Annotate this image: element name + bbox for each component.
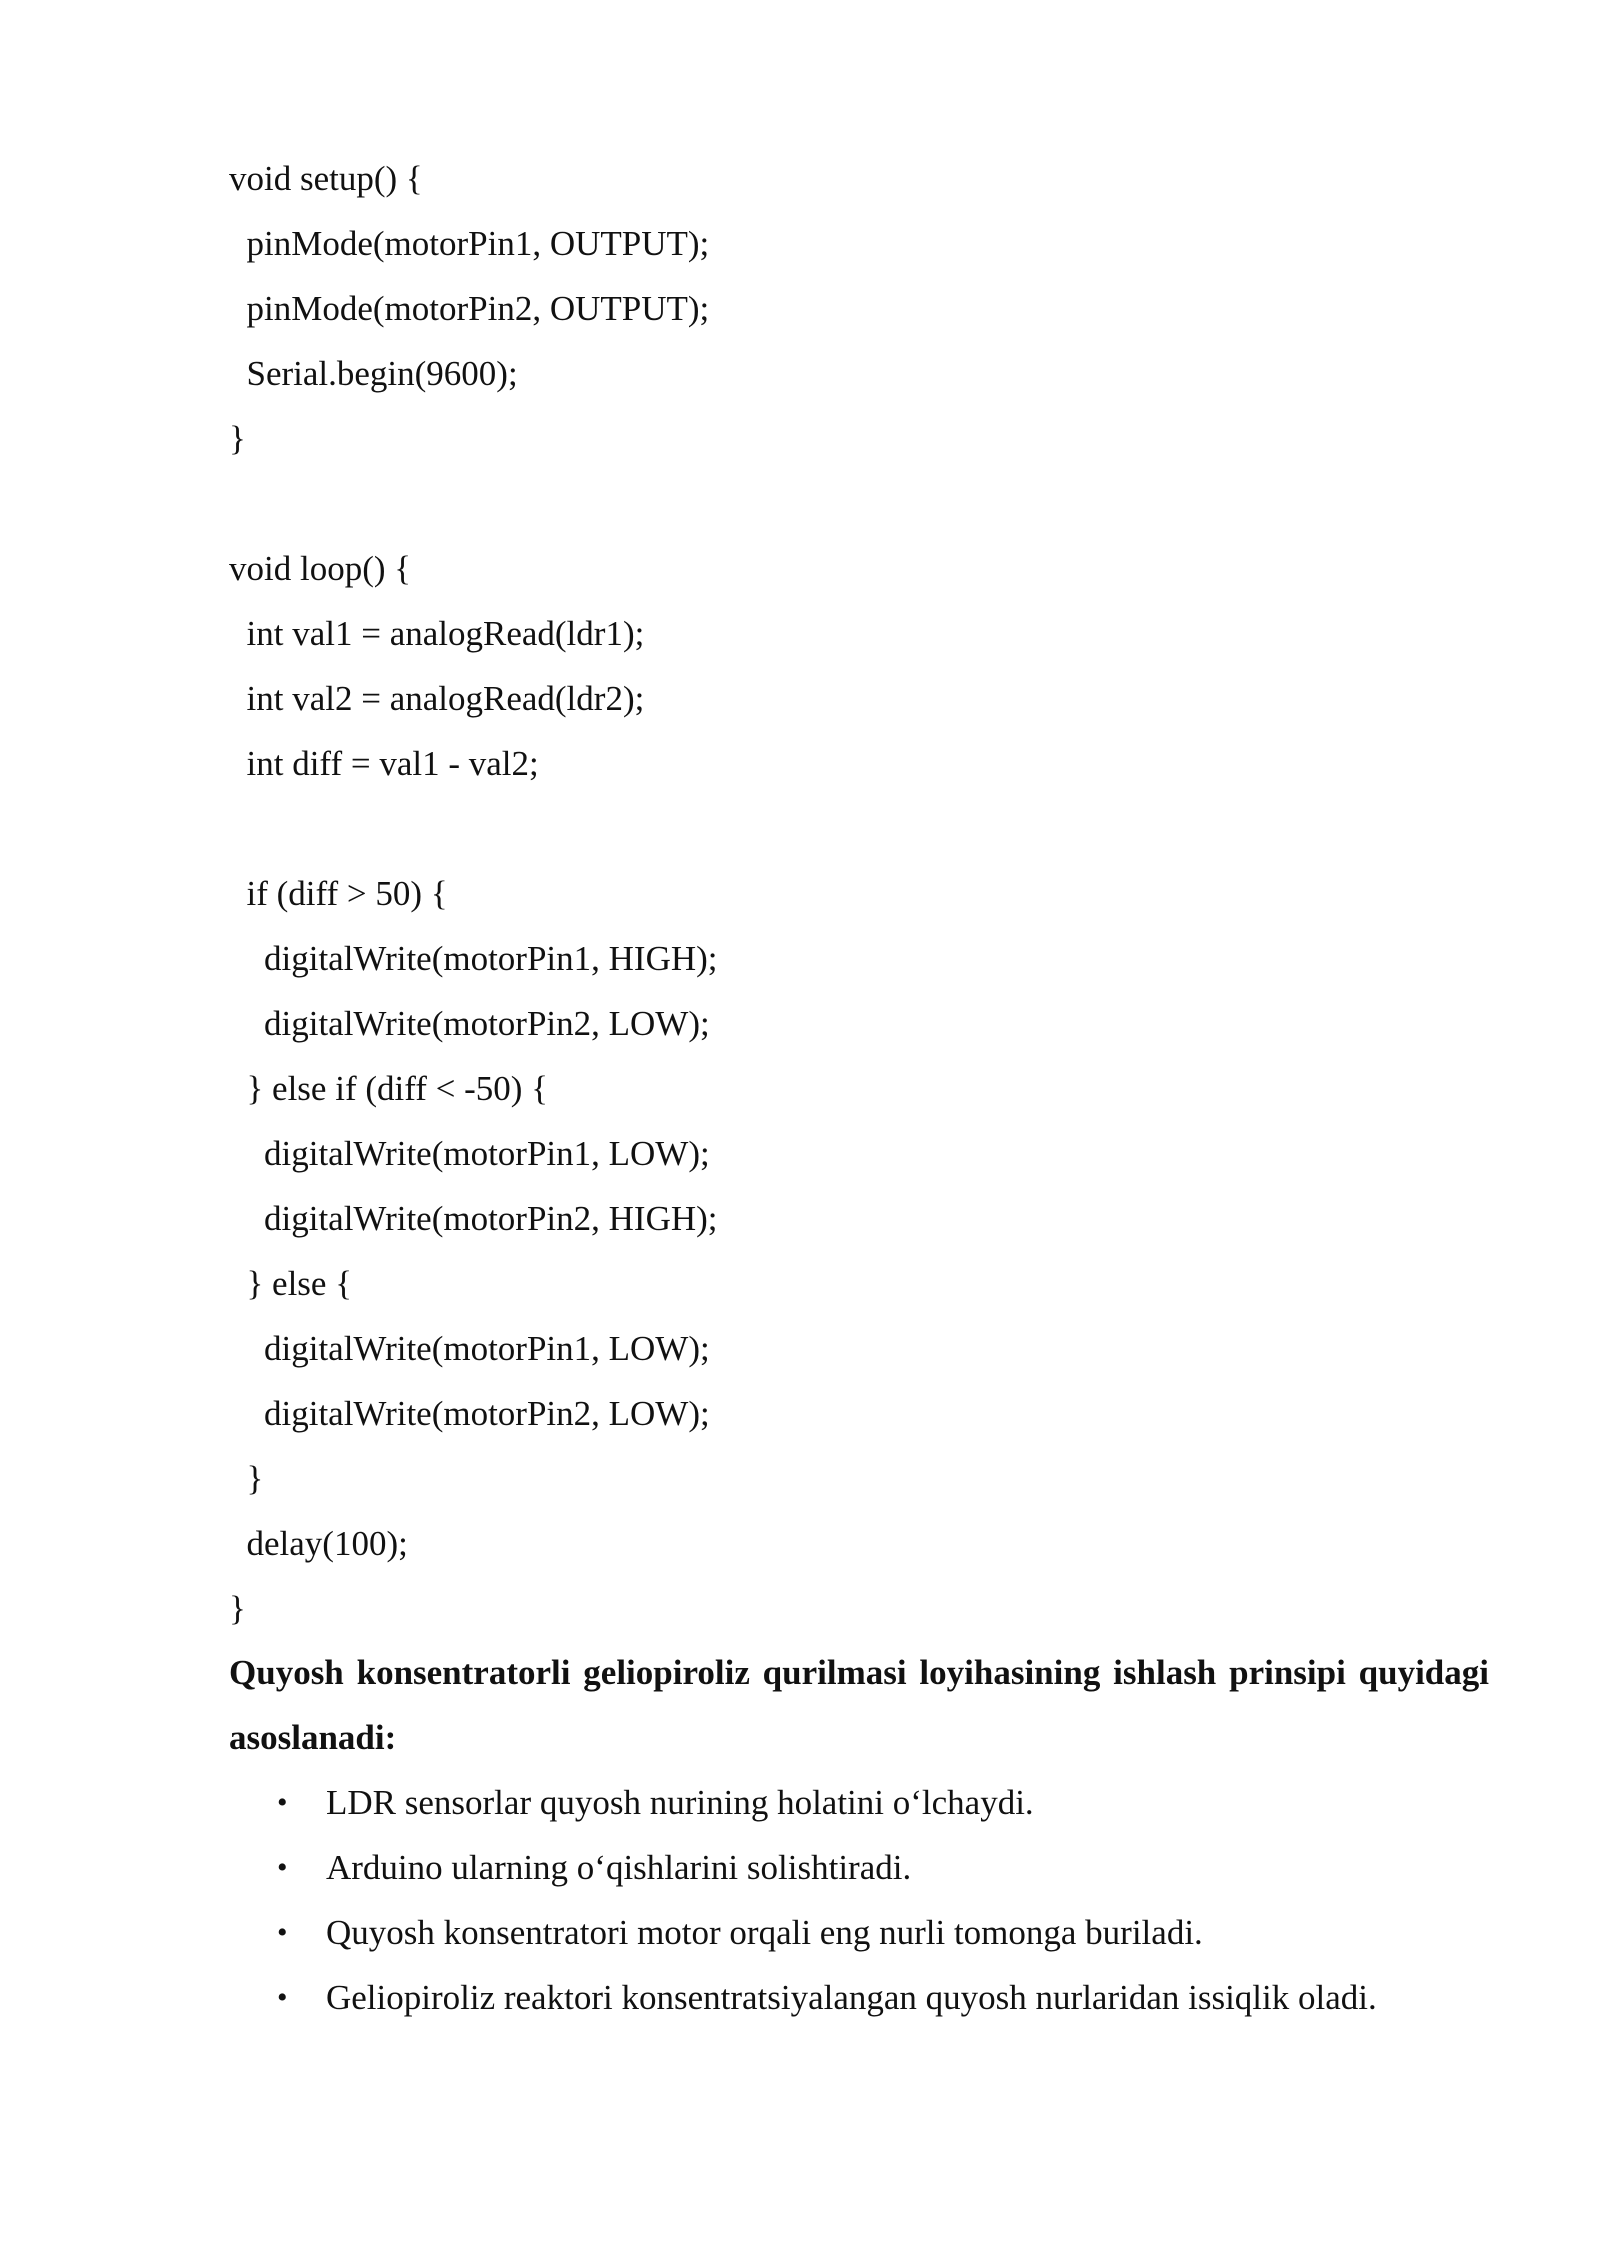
code-block: [229, 146, 1489, 1641]
list-item: [229, 1770, 1529, 1835]
code-line: }: [229, 419, 246, 458]
code-line: digitalWrite(motorPin2, LOW);: [229, 1004, 710, 1043]
bullet-marker: •: [277, 1786, 288, 1819]
code-line: int val1 = analogRead(ldr1);: [229, 614, 645, 653]
code-line: } else if (diff < -50) {: [229, 1069, 548, 1108]
list-item-text: LDR sensorlar quyosh nurining holatini o‘lchaydi.: [326, 1783, 1034, 1822]
code-line: int diff = val1 - val2;: [229, 744, 539, 783]
code-line-blank: [229, 471, 1489, 536]
bullet-marker: •: [277, 1851, 288, 1884]
code-line: pinMode(motorPin1, OUTPUT);: [229, 224, 710, 263]
list-item: [229, 1835, 1529, 1900]
code-line: void loop() {: [229, 549, 412, 588]
list-item-text: Arduino ularning o‘qishlarini solishtiradi.: [326, 1848, 912, 1887]
bullet-list: [229, 1770, 1529, 2030]
code-line: delay(100);: [229, 1524, 408, 1563]
code-line: digitalWrite(motorPin1, LOW);: [229, 1134, 710, 1173]
bullet-marker: •: [277, 1981, 288, 2014]
code-line-blank: [229, 796, 1489, 861]
code-line: }: [229, 1459, 264, 1498]
code-line: int val2 = analogRead(ldr2);: [229, 679, 645, 718]
code-line: }: [229, 1589, 246, 1628]
section-heading: Quyosh konsentratorli geliopiroliz qurilmasi loyihasining ishlash prinsipi quyidagi asoslanadi:: [229, 1653, 1489, 1757]
code-line: pinMode(motorPin2, OUTPUT);: [229, 289, 710, 328]
code-line: digitalWrite(motorPin1, HIGH);: [229, 939, 718, 978]
code-line: Serial.begin(9600);: [229, 354, 518, 393]
list-item-text: Quyosh konsentratori motor orqali eng nurli tomonga buriladi.: [326, 1913, 1203, 1952]
code-line: digitalWrite(motorPin1, LOW);: [229, 1329, 710, 1368]
list-item: [229, 1965, 1529, 2030]
code-line: digitalWrite(motorPin2, HIGH);: [229, 1199, 718, 1238]
list-item: [229, 1900, 1529, 1965]
code-line: } else {: [229, 1264, 353, 1303]
code-line: if (diff > 50) {: [229, 874, 448, 913]
code-line: void setup() {: [229, 159, 423, 198]
code-line: digitalWrite(motorPin2, LOW);: [229, 1394, 710, 1433]
list-item-text: Geliopiroliz reaktori konsentratsiyalangan quyosh nurlaridan issiqlik oladi.: [326, 1978, 1377, 2017]
bullet-marker: •: [277, 1916, 288, 1949]
